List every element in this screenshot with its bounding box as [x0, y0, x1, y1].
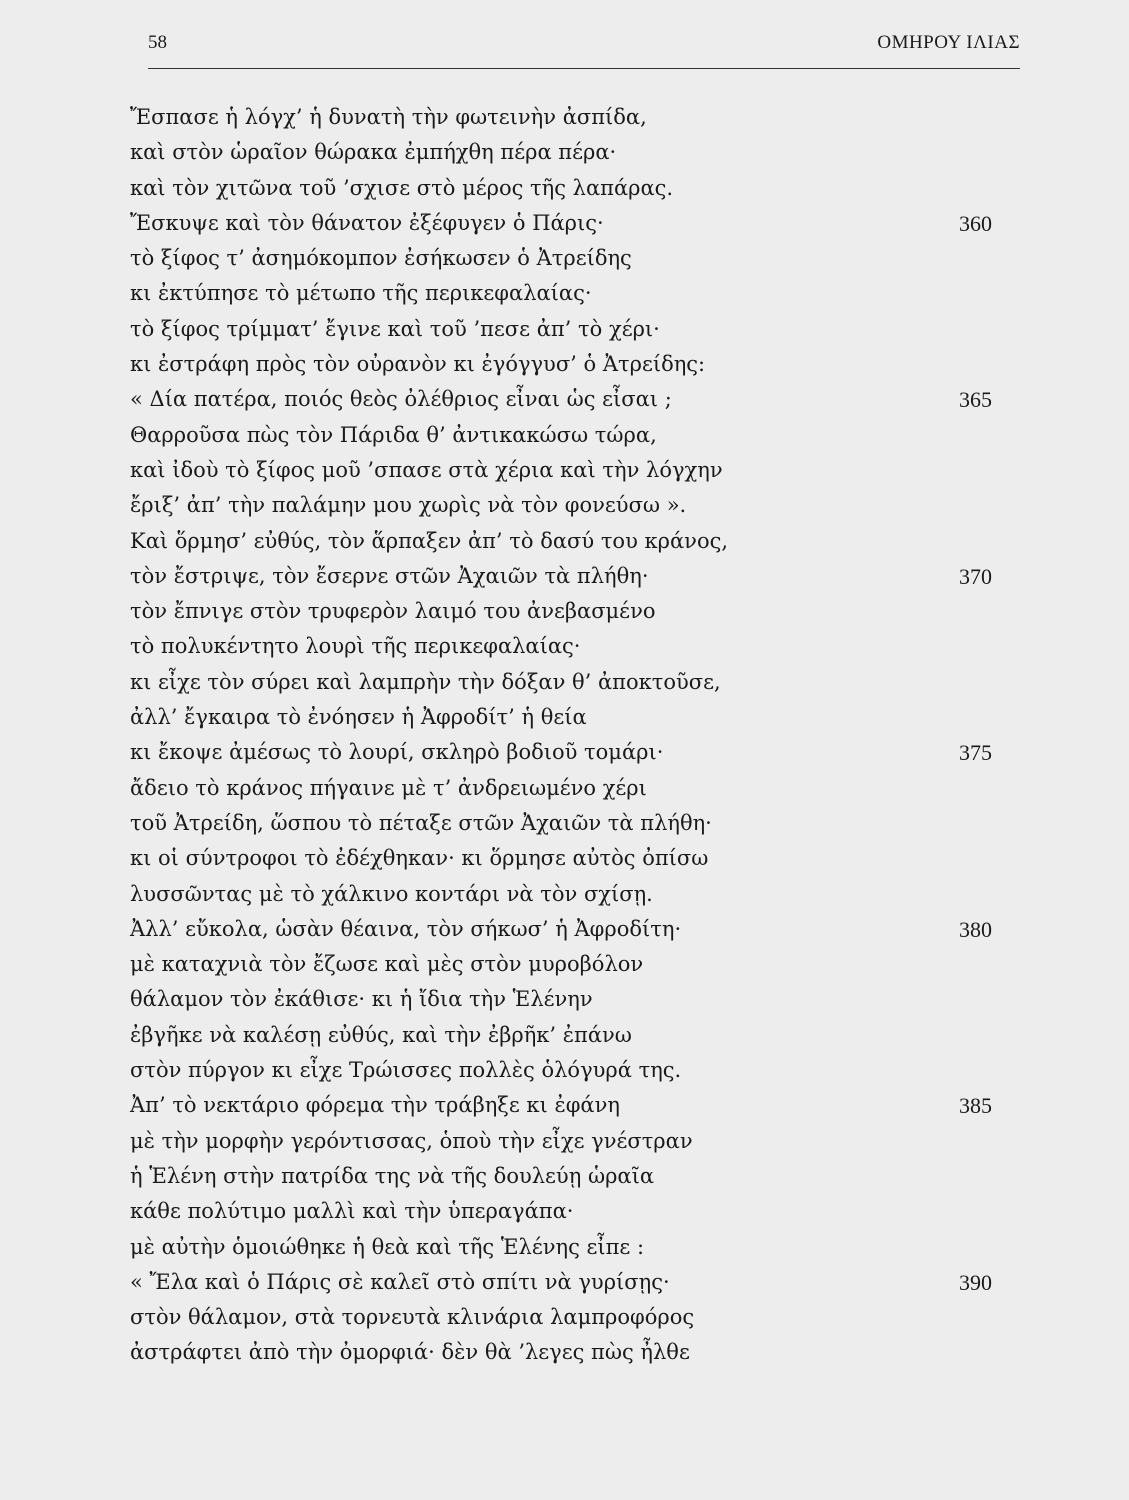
verse-line	[130, 947, 992, 982]
verse-line	[130, 206, 992, 241]
verse-text: κάθε πολύτιμο μαλλὶ καὶ τὴν ὑπεραγάπα·	[130, 1199, 574, 1224]
verse-line	[130, 1124, 992, 1159]
verse-line	[130, 806, 992, 841]
verse-line	[130, 735, 992, 770]
verse-text: Ἀλλ’ εὔκολα, ὡσὰν θέαινα, τὸν σήκωσ’ ἡ Ἀφροδίτη·	[130, 916, 682, 941]
verse-line	[130, 1053, 992, 1088]
verse-text: μὲ τὴν μορφὴν γερόντισσας, ὁποὺ τὴν εἶχε γνέστραν	[130, 1128, 693, 1153]
verse-line	[130, 312, 992, 347]
verse-text: καὶ τὸν χιτῶνα τοῦ ’σχισε στὸ μέρος τῆς λαπάρας.	[130, 175, 674, 200]
verse-text: τὸν ἔπνιγε στὸν τρυφερὸν λαιμό του ἀνεβασμένο	[130, 599, 656, 624]
verse-text: Ἔσκυψε καὶ τὸν θάνατον ἐξέφυγεν ὁ Πάρις·	[130, 210, 604, 235]
verse-text: τοῦ Ἀτρείδη, ὥσπου τὸ πέταξε στῶν Ἀχαιῶν τὰ πλήθη·	[130, 810, 712, 835]
verse-block	[130, 100, 992, 1371]
page-header	[148, 28, 1020, 66]
verse-text: Θαρροῦσα πὼς τὸν Πάριδα θ’ ἀντικακώσω τώρα,	[130, 422, 657, 447]
verse-text: κι οἱ σύντροφοι τὸ ἐδέχθηκαν· κι ὅρμησε αὐτὸς ὀπίσω	[130, 846, 709, 871]
verse-line	[130, 135, 992, 170]
verse-text: στὸν πύργον κι εἶχε Τρώισσες πολλὲς ὁλόγυρά της.	[130, 1058, 682, 1083]
verse-line	[130, 1335, 992, 1370]
line-number: 360	[959, 210, 992, 236]
verse-text: στὸν θάλαμον, στὰ τορνευτὰ κλινάρια λαμπροφόρος	[130, 1305, 695, 1330]
verse-text: ἀλλ’ ἔγκαιρα τὸ ἐνόησεν ἡ Ἀφροδίτ’ ἡ θεία	[130, 705, 587, 730]
verse-text: καὶ στὸν ὡραῖον θώρακα ἐμπήχθη πέρα πέρα·	[130, 140, 617, 165]
verse-line	[130, 841, 992, 876]
verse-text: « Δία πατέρα, ποιός θεὸς ὀλέθριος εἶναι ὡς εἶσαι ;	[130, 387, 672, 412]
verse-text: λυσσῶντας μὲ τὸ χάλκινο κοντάρι νὰ τὸν σχίσῃ.	[130, 881, 653, 906]
running-title: ΟΜΗΡΟΥ ΙΛΙΑΣ	[877, 32, 1020, 53]
line-number: 370	[959, 563, 992, 589]
verse-text: μὲ αὐτὴν ὁμοιώθηκε ἡ θεὰ καὶ τῆς Ἑλένης εἶπε :	[130, 1234, 645, 1259]
line-number: 385	[959, 1093, 992, 1119]
verse-text: ἡ Ἑλένη στὴν πατρίδα της νὰ τῆς δουλεύῃ ὡραῖα	[130, 1163, 655, 1188]
verse-text: κι ἐκτύπησε τὸ μέτωπο τῆς περικεφαλαίας·	[130, 281, 592, 306]
verse-text: ἀστράφτει ἀπὸ τὴν ὀμορφιά· δὲν θὰ ’λεγες πὼς ἦλθε	[130, 1340, 690, 1365]
verse-line	[130, 1230, 992, 1265]
verse-line	[130, 241, 992, 276]
verse-line	[130, 418, 992, 453]
verse-line	[130, 347, 992, 382]
verse-text: τὸν ἔστριψε, τὸν ἔσερνε στῶν Ἀχαιῶν τὰ πλήθη·	[130, 563, 649, 588]
verse-text: ἄδειο τὸ κράνος πήγαινε μὲ τ’ ἀνδρειωμένο χέρι	[130, 775, 647, 800]
verse-line	[130, 1300, 992, 1335]
line-number: 365	[959, 387, 992, 413]
line-number: 380	[959, 916, 992, 942]
verse-text: θάλαμον τὸν ἐκάθισε· κι ἡ ἴδια τὴν Ἑλένην	[130, 987, 593, 1012]
verse-text: « Ἔλα καὶ ὁ Πάρις σὲ καλεῖ στὸ σπίτι νὰ γυρίσῃς·	[130, 1269, 670, 1294]
verse-line	[130, 982, 992, 1017]
line-number: 375	[959, 740, 992, 766]
verse-line	[130, 1018, 992, 1053]
verse-text: κι εἶχε τὸν σύρει καὶ λαμπρὴν τὴν δόξαν θ’ ἀποκτοῦσε,	[130, 669, 721, 694]
header-rule	[148, 68, 1020, 69]
verse-line	[130, 771, 992, 806]
verse-text: κι ἐστράφη πρὸς τὸν οὐρανὸν κι ἐγόγγυσ’ ὁ Ἀτρείδης:	[130, 352, 706, 377]
line-number: 390	[959, 1269, 992, 1295]
verse-line	[130, 594, 992, 629]
verse-line	[130, 559, 992, 594]
verse-line	[130, 453, 992, 488]
verse-text: Ἀπ’ τὸ νεκτάριο φόρεμα τὴν τράβηξε κι ἐφάνη	[130, 1093, 620, 1118]
verse-line	[130, 171, 992, 206]
verse-text: Καὶ ὅρμησ’ εὐθύς, τὸν ἅρπαξεν ἀπ’ τὸ δασύ του κράνος,	[130, 528, 729, 553]
verse-line	[130, 912, 992, 947]
verse-line	[130, 382, 992, 417]
verse-line	[130, 276, 992, 311]
verse-line	[130, 1088, 992, 1123]
verse-line	[130, 524, 992, 559]
verse-line	[130, 877, 992, 912]
verse-text: τὸ ξίφος τρίμματ’ ἔγινε καὶ τοῦ ’πεσε ἀπ’ τὸ χέρι·	[130, 316, 660, 341]
verse-line	[130, 100, 992, 135]
verse-text: ἐβγῆκε νὰ καλέσῃ εὐθύς, καὶ τὴν ἐβρῆκ’ ἐπάνω	[130, 1022, 632, 1047]
verse-line	[130, 1194, 992, 1229]
verse-text: τὸ πολυκέντητο λουρὶ τῆς περικεφαλαίας·	[130, 634, 581, 659]
verse-text: κι ἔκοψε ἀμέσως τὸ λουρί, σκληρὸ βοδιοῦ τομάρι·	[130, 740, 664, 765]
verse-text: τὸ ξίφος τ’ ἀσημόκομπον ἐσήκωσεν ὁ Ἀτρείδης	[130, 246, 632, 271]
verse-text: Ἔσπασε ἡ λόγχ’ ἡ δυνατὴ τὴν φωτεινὴν ἀσπίδα,	[130, 105, 647, 129]
verse-line	[130, 700, 992, 735]
verse-text: ἔριξ’ ἀπ’ τὴν παλάμην μου χωρὶς νὰ τὸν φονεύσω ».	[130, 493, 687, 518]
verse-line	[130, 629, 992, 664]
page-number: 58	[148, 32, 167, 53]
verse-line	[130, 488, 992, 523]
verse-line	[130, 1159, 992, 1194]
verse-text: μὲ καταχνιὰ τὸν ἔζωσε καὶ μὲς στὸν μυροβόλον	[130, 952, 644, 977]
verse-line	[130, 1265, 992, 1300]
verse-text: καὶ ἰδοὺ τὸ ξίφος μοῦ ’σπασε στὰ χέρια καὶ τὴν λόγχην	[130, 457, 723, 482]
verse-line	[130, 665, 992, 700]
